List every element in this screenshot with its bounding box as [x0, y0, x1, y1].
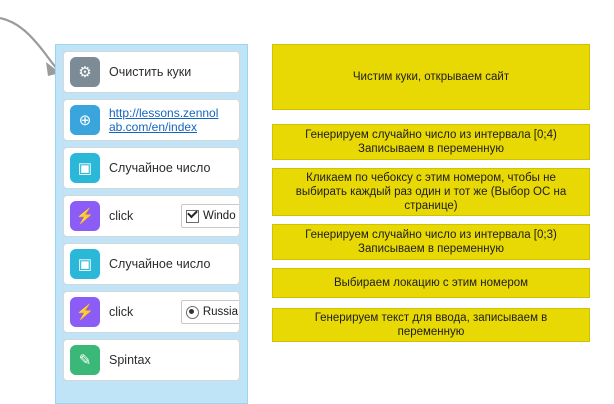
node-label: Случайное число: [109, 257, 211, 271]
comment-box[interactable]: Чистим куки, открываем сайт: [272, 44, 590, 110]
workflow-node[interactable]: [63, 195, 240, 237]
comment-box[interactable]: Генерируем случайно число из интервала [0;4) Записываем в переменную: [272, 124, 590, 160]
workflow-node[interactable]: [63, 339, 240, 381]
comment-column: [272, 44, 590, 354]
workflow-node-list: [55, 44, 248, 404]
node-label: click: [109, 209, 134, 223]
radio-icon[interactable]: [186, 306, 199, 319]
node-field-value: Windo: [203, 210, 236, 222]
workflow-node[interactable]: [63, 99, 240, 141]
comment-box[interactable]: Генерируем случайно число из интервала [0;3) Записываем в переменную: [272, 224, 590, 260]
node-label: Очистить куки: [109, 65, 192, 79]
node-link-label[interactable]: http://lessons.zennolab.com/en/index: [109, 106, 219, 134]
node-label: Случайное число: [109, 161, 211, 175]
comment-box[interactable]: Кликаем по чебоксу с этим номером, чтобы не выбирать каждый раз один и тот же (Выбор ОС на странице): [272, 168, 590, 216]
workflow-node[interactable]: [63, 51, 240, 93]
comment-box[interactable]: Выбираем локацию с этим номером: [272, 268, 590, 298]
node-inline-field[interactable]: [181, 300, 240, 324]
click-icon: ⚡: [70, 201, 100, 231]
node-inline-field[interactable]: [181, 204, 240, 228]
random-number-icon: ▣: [70, 153, 100, 183]
workflow-node[interactable]: [63, 291, 240, 333]
checkbox-icon[interactable]: [186, 210, 199, 223]
random-number-icon: ▣: [70, 249, 100, 279]
workflow-node[interactable]: [63, 243, 240, 285]
spintax-icon: ✎: [70, 345, 100, 375]
globe-icon: ⊕: [70, 105, 100, 135]
node-field-value: Russia: [202, 306, 238, 318]
cookie-icon: ⚙: [70, 57, 100, 87]
click-icon: ⚡: [70, 297, 100, 327]
node-label: Spintax: [109, 353, 151, 367]
workflow-node[interactable]: [63, 147, 240, 189]
comment-box[interactable]: Генерируем текст для ввода, записываем в переменную: [272, 308, 590, 342]
node-label: click: [109, 305, 134, 319]
